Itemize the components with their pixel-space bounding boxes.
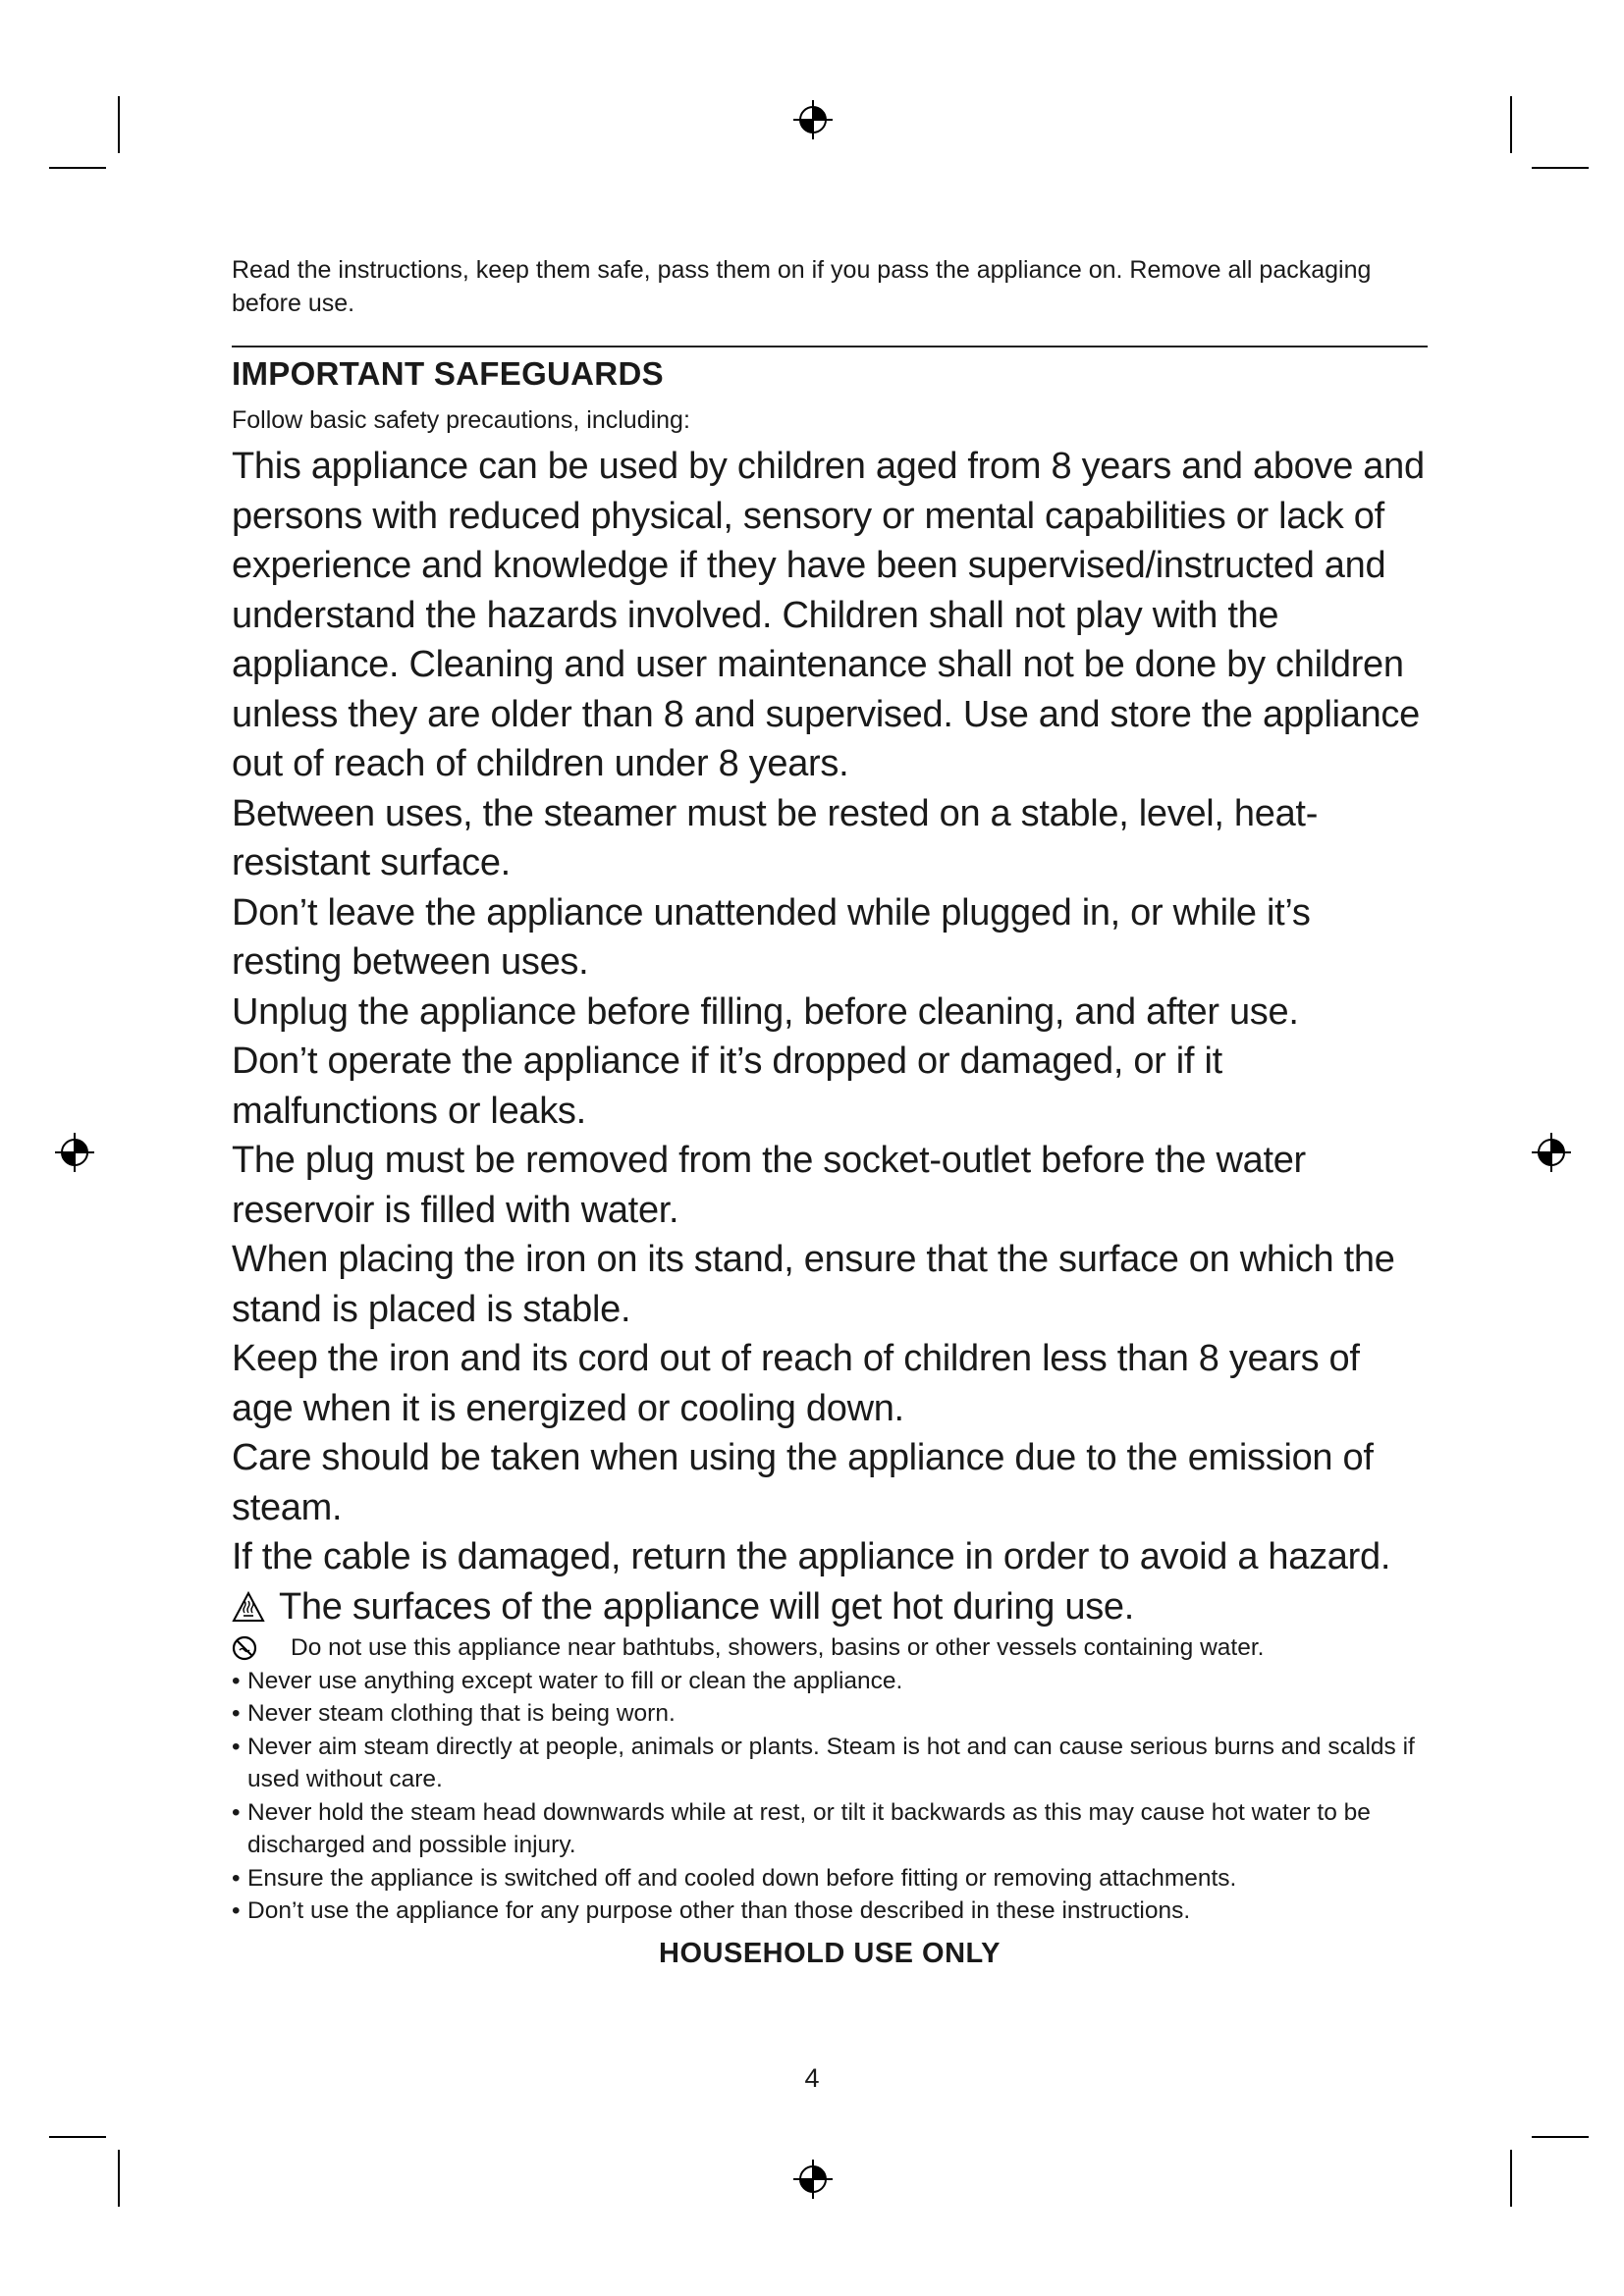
safety-paragraph: Unplug the appliance before filling, before cleaning, and after use.: [232, 990, 1299, 1033]
safety-paragraph: Don’t operate the appliance if it’s dropped or damaged, or if it malfunctions or leaks.: [232, 1041, 1222, 1132]
water-warning: [232, 1631, 1428, 1665]
safety-paragraph: If the cable is damaged, return the appliance in order to avoid a hazard.: [232, 1536, 1391, 1577]
safety-paragraph: When placing the iron on its stand, ensure that the surface on which the stand is placed is stable.: [232, 1239, 1395, 1330]
crop-mark: [118, 2150, 120, 2207]
page-number: 4: [804, 2063, 820, 2093]
intro-text: Read the instructions, keep them safe, pass them on if you pass the appliance on. Remove all packaging before use.: [232, 256, 1372, 317]
crop-mark: [1532, 167, 1589, 169]
safety-paragraph: The plug must be removed from the socket-outlet before the water reservoir is filled with water.: [232, 1140, 1306, 1231]
crop-mark: [1510, 96, 1512, 153]
list-item: • Ensure the appliance is switched off and cooled down before fitting or removing attachments.: [232, 1862, 1428, 1896]
list-item: • Never steam clothing that is being worn.: [232, 1697, 1428, 1731]
crop-mark: [1532, 2136, 1589, 2138]
registration-mark-icon: [55, 1133, 94, 1172]
list-item: • Don’t use the appliance for any purpose other than those described in these instructions.: [232, 1895, 1428, 1928]
crop-mark: [118, 96, 120, 153]
registration-mark-icon: [793, 2160, 833, 2199]
water-warning-text: Do not use this appliance near bathtubs, showers, basins or other vessels containing water.: [291, 1634, 1265, 1661]
safety-paragraph: Care should be taken when using the appliance due to the emission of steam.: [232, 1437, 1374, 1528]
hot-surface-warning-icon: [232, 1591, 265, 1623]
safety-paragraph: Keep the iron and its cord out of reach of children less than 8 years of age when it is energized or cooling down.: [232, 1338, 1360, 1429]
no-water-icon: [232, 1635, 257, 1661]
safety-paragraph: This appliance can be used by children aged from 8 years and above and persons with reduced physical, sensory or mental capabilities or lack of experience and knowledge if they have been supervised/instructed and understand the hazards involved. Children shall not play with the appliance. Cleaning and user maintenance shall not be done by children unless they are older than 8 and supervised. Use and store the appliance out of reach of children under 8 years.: [232, 446, 1425, 784]
section-heading: IMPORTANT SAFEGUARDS: [232, 355, 664, 392]
list-item: • Never use anything except water to fill or clean the appliance.: [232, 1665, 1428, 1698]
hot-surface-warning-text: The surfaces of the appliance will get hot during use.: [279, 1585, 1134, 1628]
page-content: [232, 253, 1428, 1973]
crop-mark: [49, 167, 106, 169]
registration-mark-icon: [1532, 1133, 1571, 1172]
crop-mark: [1510, 2150, 1512, 2207]
crop-mark: [49, 2136, 106, 2138]
section-subheading: Follow basic safety precautions, including:: [232, 406, 690, 434]
hot-surface-warning: [232, 1582, 1428, 1632]
household-use-note: HOUSEHOLD USE ONLY: [659, 1937, 1001, 1969]
list-item: • Never hold the steam head downwards while at rest, or tilt it backwards as this may cause hot water to be discharged and possible injury.: [232, 1796, 1428, 1862]
safety-bullet-list: [232, 1665, 1428, 1928]
safety-paragraph: Don’t leave the appliance unattended while plugged in, or while it’s resting between uses.: [232, 891, 1311, 983]
section-divider: [232, 346, 1428, 347]
safety-paragraph: Between uses, the steamer must be rested on a stable, level, heat-resistant surface.: [232, 792, 1319, 883]
registration-mark-icon: [793, 100, 833, 139]
list-item: • Never aim steam directly at people, animals or plants. Steam is hot and can cause serious burns and scalds if used without care.: [232, 1731, 1428, 1796]
